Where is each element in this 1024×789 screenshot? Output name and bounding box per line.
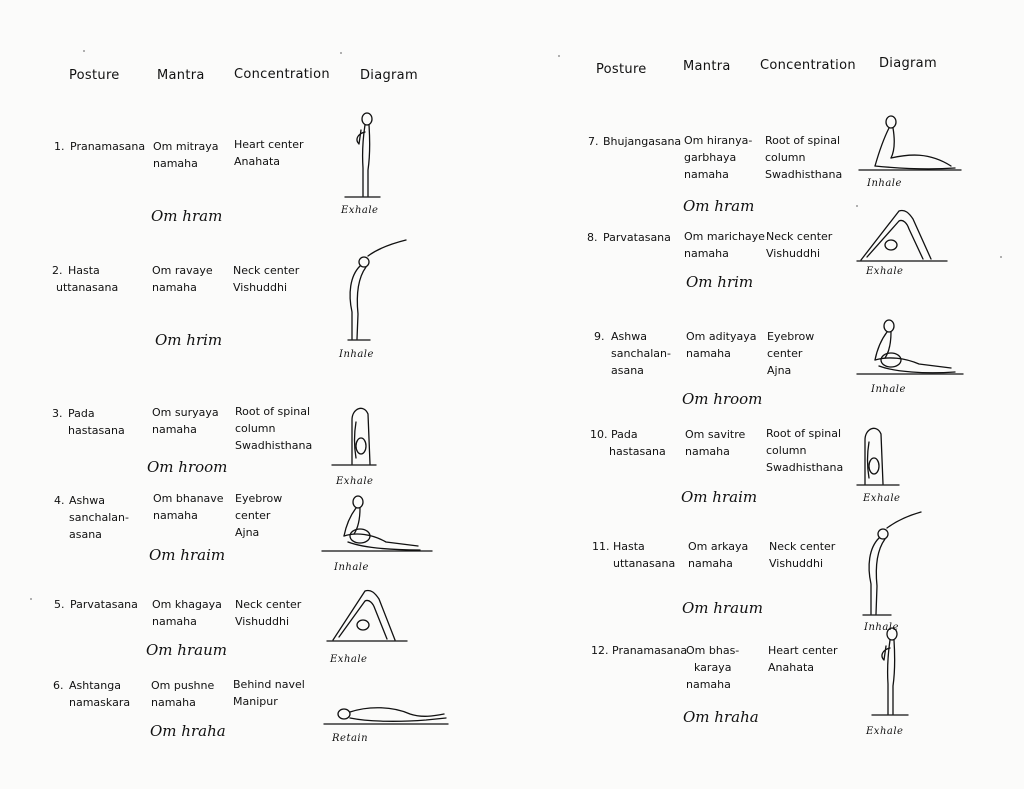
pose-mantra: Om savitre namaha [685,428,746,458]
pose-concentration: Heart center Anahata [234,138,304,168]
pose-seed-mantra: Om hraim [681,488,758,506]
pose-posture: Pada hastasana [609,428,666,458]
pose-number: 12. [591,644,609,657]
pose-concentration: Root of spinal column Swadhisthana [765,134,843,181]
pose-seed-mantra: Om hrim [155,331,223,349]
pose-seed-mantra: Om hram [151,207,223,225]
pose-concentration: Neck center Vishuddhi [235,598,302,628]
pose-posture: Pranamasana [612,644,688,657]
pose-breath: Exhale [863,493,901,504]
forward-fold-icon [330,400,380,470]
pose-breath: Inhale [334,562,369,573]
scan-speck [558,55,560,57]
pose-number: 5. [54,598,65,611]
pose-concentration: Eyebrow center Ajna [767,330,815,377]
pose-breath: Inhale [867,178,902,189]
standing-prayer-icon [335,108,385,203]
pose-number: 2. [52,264,63,277]
pose-mantra: Om khagaya namaha [152,598,222,628]
forward-fold-icon [855,420,905,490]
pose-number: 6. [53,679,64,692]
pose-seed-mantra: Om hraha [150,722,226,740]
pose-seed-mantra: Om hroom [682,390,763,408]
header-mantra-left: Mantra [157,68,205,83]
scan-speck [1000,256,1002,258]
pose-breath: Inhale [339,349,374,360]
pose-seed-mantra: Om hraum [146,641,227,659]
lunge-icon [320,492,435,557]
backbend-icon [855,508,930,620]
eight-limbs-icon [322,700,452,728]
pose-number: 7. [588,135,599,148]
pose-posture: Ashwa sanchalan- asana [611,330,671,377]
header-mantra-right: Mantra [683,59,731,74]
pose-mantra: Om marichaye namaha [684,230,765,260]
pose-mantra: Om mitraya namaha [153,140,219,170]
lunge-icon [855,316,967,378]
pose-number: 11. [592,540,610,553]
pose-posture: Parvatasana [70,598,138,611]
header-diagram-left: Diagram [360,68,418,83]
pose-mantra: Om suryaya namaha [152,406,219,436]
pose-number: 4. [54,494,65,507]
pose-breath: Exhale [866,266,904,277]
pose-seed-mantra: Om hraum [682,599,763,617]
pose-breath: Exhale [336,476,374,487]
cobra-icon [855,112,965,174]
pose-mantra: Om pushne namaha [151,679,215,709]
pose-breath: Exhale [866,726,904,737]
pose-posture: Parvatasana [603,231,671,244]
pose-concentration: Eyebrow center Ajna [235,492,283,539]
pose-mantra: Om hiranya- garbhaya namaha [684,134,753,181]
pose-concentration: Heart center Anahata [768,644,838,674]
pose-seed-mantra: Om hroom [147,458,228,476]
pose-number: 9. [594,330,605,343]
pose-number: 1. [54,140,65,153]
pose-seed-mantra: Om hraha [683,708,759,726]
header-concentration-right: Concentration [760,58,856,73]
pose-posture: Pada hastasana [68,407,125,437]
scan-speck [83,50,85,52]
backbend-icon [330,236,415,346]
standing-prayer-icon [868,624,913,719]
header-posture-right: Posture [596,62,647,77]
pose-number: 8. [587,231,598,244]
pose-mantra: Om ravaye namaha [152,264,213,294]
pose-posture: Hasta uttanasana [56,264,119,294]
pose-concentration: Root of spinal column Swadhisthana [766,427,844,474]
pose-posture: Pranamasana [70,140,146,153]
pose-seed-mantra: Om hram [683,197,755,215]
mountain-icon [855,205,950,265]
pose-concentration: Neck center Vishuddhi [233,264,300,294]
header-posture-left: Posture [69,68,120,83]
pose-breath: Inhale [864,622,899,633]
header-concentration-left: Concentration [234,67,330,82]
pose-concentration: Behind navel Manipur [233,678,305,708]
header-diagram-right: Diagram [879,56,937,71]
pose-seed-mantra: Om hraim [149,546,226,564]
pose-breath: Exhale [330,654,368,665]
mountain-icon [325,585,410,645]
pose-mantra: Om bhas- karaya namaha [686,644,740,691]
pose-posture: Ashtanga namaskara [69,679,131,709]
pose-posture: Bhujangasana [603,135,682,148]
pose-concentration: Neck center Vishuddhi [766,230,833,260]
pose-concentration: Neck center Vishuddhi [769,540,836,570]
pose-mantra: Om adityaya namaha [686,330,757,360]
scan-speck [856,205,858,207]
pose-number: 3. [52,407,63,420]
pose-seed-mantra: Om hrim [686,273,754,291]
pose-breath: Exhale [341,205,379,216]
pose-mantra: Om bhanave namaha [153,492,224,522]
scan-speck [340,52,342,54]
pose-number: 10. [590,428,608,441]
pose-concentration: Root of spinal column Swadhisthana [235,405,313,452]
pose-posture: Ashwa sanchalan- asana [69,494,129,541]
pose-mantra: Om arkaya namaha [688,540,749,570]
pose-breath: Inhale [871,384,906,395]
pose-posture: Hasta uttanasana [613,540,676,570]
scan-speck [30,598,32,600]
pose-breath: Retain [332,733,369,744]
